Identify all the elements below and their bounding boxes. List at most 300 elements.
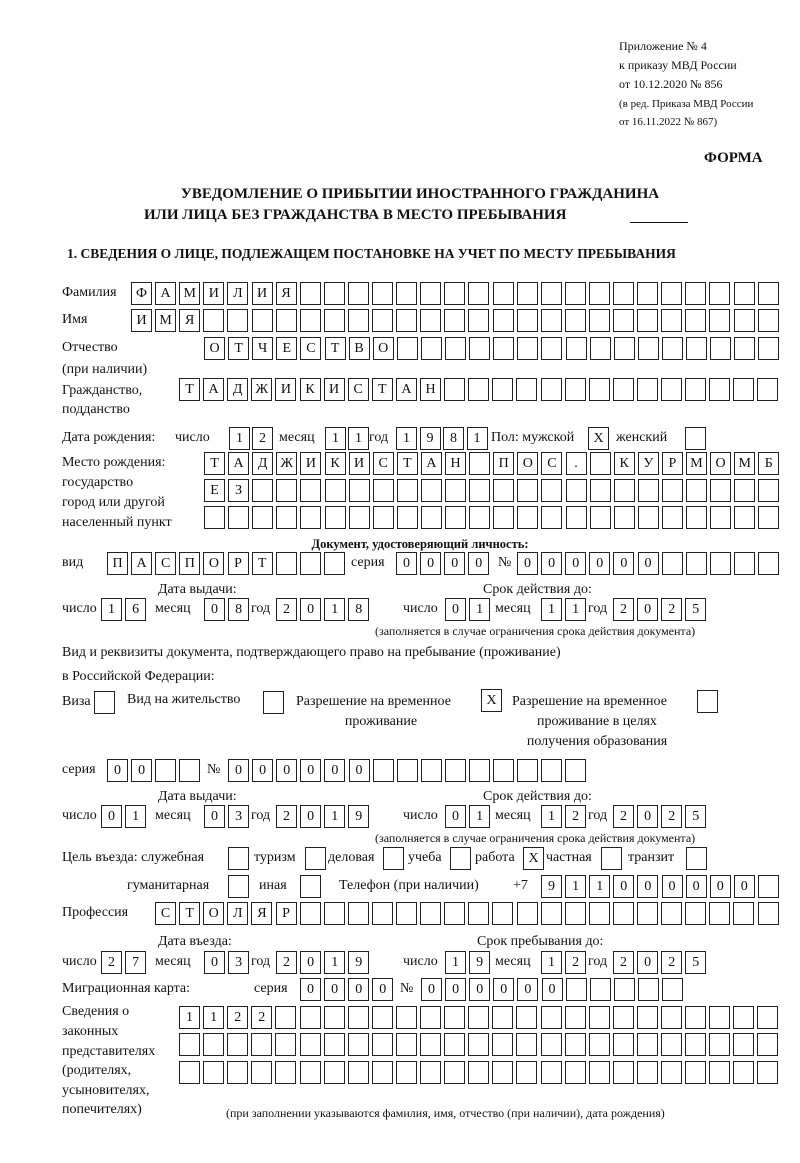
char-cell[interactable]: Ч: [252, 337, 273, 360]
char-cell[interactable]: 2: [565, 951, 586, 974]
char-cell[interactable]: [516, 1061, 537, 1084]
char-cell[interactable]: [613, 1033, 634, 1056]
char-cell[interactable]: [372, 309, 393, 332]
male-checkbox[interactable]: [588, 427, 610, 449]
char-cell[interactable]: [300, 506, 321, 529]
char-cell[interactable]: [709, 1006, 730, 1029]
char-cell[interactable]: 0: [252, 759, 273, 782]
char-cell[interactable]: [638, 506, 659, 529]
char-cell[interactable]: [372, 902, 393, 925]
char-cell[interactable]: 1: [467, 427, 488, 450]
patronymic-field[interactable]: [204, 337, 780, 359]
char-cell[interactable]: 1: [125, 805, 146, 828]
char-cell[interactable]: [444, 309, 465, 332]
char-cell[interactable]: М: [155, 309, 176, 332]
char-cell[interactable]: Л: [227, 282, 248, 305]
char-cell[interactable]: [661, 1006, 682, 1029]
char-cell[interactable]: 2: [251, 1006, 272, 1029]
char-cell[interactable]: А: [228, 452, 249, 475]
char-cell[interactable]: [710, 479, 731, 502]
char-cell[interactable]: [324, 552, 345, 575]
char-cell[interactable]: [613, 378, 634, 401]
birth-place-row-1[interactable]: [204, 452, 780, 474]
stay-number-field[interactable]: [228, 759, 587, 781]
char-cell[interactable]: Е: [276, 337, 297, 360]
char-cell[interactable]: 0: [348, 978, 369, 1001]
char-cell[interactable]: О: [517, 452, 538, 475]
char-cell[interactable]: [397, 337, 418, 360]
char-cell[interactable]: [251, 1061, 272, 1084]
char-cell[interactable]: [516, 378, 537, 401]
purpose-transit-checkbox[interactable]: [686, 847, 708, 869]
char-cell[interactable]: 0: [420, 552, 441, 575]
char-cell[interactable]: 2: [661, 951, 682, 974]
char-cell[interactable]: 0: [493, 978, 514, 1001]
char-cell[interactable]: [204, 506, 225, 529]
entry-month-field[interactable]: [204, 951, 250, 973]
char-cell[interactable]: [227, 1061, 248, 1084]
char-cell[interactable]: [468, 1061, 489, 1084]
char-cell[interactable]: [444, 282, 465, 305]
stay-valid-month-field[interactable]: [541, 805, 587, 827]
trp-checkbox[interactable]: [481, 689, 503, 711]
char-cell[interactable]: 5: [685, 598, 706, 621]
char-cell[interactable]: [396, 1061, 417, 1084]
char-cell[interactable]: [709, 282, 730, 305]
char-cell[interactable]: [637, 378, 658, 401]
char-cell[interactable]: [275, 1061, 296, 1084]
char-cell[interactable]: С: [541, 452, 562, 475]
char-cell[interactable]: [325, 506, 346, 529]
char-cell[interactable]: 0: [638, 552, 659, 575]
char-cell[interactable]: Т: [325, 337, 346, 360]
char-cell[interactable]: [757, 378, 778, 401]
checkbox-cell[interactable]: [263, 691, 284, 714]
char-cell[interactable]: 0: [734, 875, 755, 898]
checkbox-cell[interactable]: [450, 847, 471, 870]
char-cell[interactable]: [469, 479, 490, 502]
char-cell[interactable]: [396, 1006, 417, 1029]
char-cell[interactable]: [637, 902, 658, 925]
char-cell[interactable]: 1: [541, 598, 562, 621]
char-cell[interactable]: [686, 552, 707, 575]
char-cell[interactable]: [179, 759, 200, 782]
checkbox-cell[interactable]: X: [523, 847, 544, 870]
char-cell[interactable]: [396, 902, 417, 925]
char-cell[interactable]: [420, 1006, 441, 1029]
checkbox-cell[interactable]: [228, 847, 249, 870]
char-cell[interactable]: И: [324, 378, 345, 401]
char-cell[interactable]: Т: [228, 337, 249, 360]
char-cell[interactable]: [565, 1006, 586, 1029]
char-cell[interactable]: [637, 1006, 658, 1029]
char-cell[interactable]: 7: [125, 951, 146, 974]
char-cell[interactable]: [300, 902, 321, 925]
char-cell[interactable]: 9: [348, 951, 369, 974]
char-cell[interactable]: 1: [179, 1006, 200, 1029]
stay-series-field[interactable]: [107, 759, 201, 781]
char-cell[interactable]: Н: [445, 452, 466, 475]
migration-number-field[interactable]: [421, 978, 684, 1000]
char-cell[interactable]: [758, 282, 779, 305]
char-cell[interactable]: 0: [710, 875, 731, 898]
char-cell[interactable]: [685, 1061, 706, 1084]
char-cell[interactable]: 0: [565, 552, 586, 575]
char-cell[interactable]: [734, 552, 755, 575]
char-cell[interactable]: [276, 506, 297, 529]
char-cell[interactable]: 1: [229, 427, 250, 450]
char-cell[interactable]: [565, 309, 586, 332]
char-cell[interactable]: [517, 282, 538, 305]
visa-checkbox[interactable]: [94, 691, 116, 713]
char-cell[interactable]: [710, 506, 731, 529]
char-cell[interactable]: [541, 309, 562, 332]
char-cell[interactable]: [348, 282, 369, 305]
char-cell[interactable]: 1: [541, 805, 562, 828]
purpose-business-checkbox[interactable]: [383, 847, 405, 869]
char-cell[interactable]: [324, 309, 345, 332]
char-cell[interactable]: 1: [589, 875, 610, 898]
char-cell[interactable]: [469, 337, 490, 360]
char-cell[interactable]: 1: [565, 598, 586, 621]
char-cell[interactable]: [589, 1006, 610, 1029]
char-cell[interactable]: [252, 479, 273, 502]
char-cell[interactable]: [685, 282, 706, 305]
char-cell[interactable]: К: [325, 452, 346, 475]
birth-month-field[interactable]: [325, 427, 370, 449]
char-cell[interactable]: [445, 479, 466, 502]
char-cell[interactable]: Ж: [276, 452, 297, 475]
char-cell[interactable]: 3: [228, 951, 249, 974]
issue-year-field[interactable]: [276, 598, 370, 620]
checkbox-cell[interactable]: [228, 875, 249, 898]
char-cell[interactable]: [566, 506, 587, 529]
char-cell[interactable]: И: [275, 378, 296, 401]
entry-day-field[interactable]: [101, 951, 147, 973]
doc-number-field[interactable]: [517, 552, 780, 574]
place-type-blank[interactable]: [630, 208, 688, 223]
char-cell[interactable]: [613, 902, 634, 925]
char-cell[interactable]: [300, 552, 321, 575]
char-cell[interactable]: [613, 1061, 634, 1084]
char-cell[interactable]: [468, 282, 489, 305]
purpose-other-checkbox[interactable]: [300, 875, 322, 897]
char-cell[interactable]: [614, 978, 635, 1001]
char-cell[interactable]: Д: [227, 378, 248, 401]
char-cell[interactable]: [420, 902, 441, 925]
char-cell[interactable]: [757, 1033, 778, 1056]
char-cell[interactable]: 0: [349, 759, 370, 782]
char-cell[interactable]: 6: [125, 598, 146, 621]
char-cell[interactable]: 0: [300, 805, 321, 828]
char-cell[interactable]: [348, 1033, 369, 1056]
char-cell[interactable]: О: [203, 552, 224, 575]
char-cell[interactable]: [734, 506, 755, 529]
char-cell[interactable]: [493, 337, 514, 360]
char-cell[interactable]: [566, 479, 587, 502]
char-cell[interactable]: [420, 309, 441, 332]
char-cell[interactable]: Ф: [131, 282, 152, 305]
char-cell[interactable]: [709, 1061, 730, 1084]
checkbox-cell[interactable]: [94, 691, 115, 714]
checkbox-cell[interactable]: [686, 847, 707, 870]
profession-field[interactable]: [155, 902, 780, 924]
char-cell[interactable]: [757, 1061, 778, 1084]
doc-series-field[interactable]: [396, 552, 490, 574]
char-cell[interactable]: [420, 1033, 441, 1056]
checkbox-cell[interactable]: [601, 847, 622, 870]
char-cell[interactable]: [179, 1061, 200, 1084]
char-cell[interactable]: [637, 1033, 658, 1056]
char-cell[interactable]: [589, 282, 610, 305]
char-cell[interactable]: [325, 479, 346, 502]
char-cell[interactable]: М: [179, 282, 200, 305]
char-cell[interactable]: [661, 378, 682, 401]
char-cell[interactable]: [589, 1033, 610, 1056]
char-cell[interactable]: [517, 902, 538, 925]
char-cell[interactable]: [589, 902, 610, 925]
char-cell[interactable]: [492, 378, 513, 401]
char-cell[interactable]: [565, 378, 586, 401]
char-cell[interactable]: 9: [348, 805, 369, 828]
char-cell[interactable]: [373, 479, 394, 502]
checkbox-cell[interactable]: [300, 875, 321, 898]
char-cell[interactable]: [203, 1033, 224, 1056]
char-cell[interactable]: [493, 282, 514, 305]
char-cell[interactable]: [444, 1061, 465, 1084]
char-cell[interactable]: [251, 1033, 272, 1056]
char-cell[interactable]: [685, 902, 706, 925]
char-cell[interactable]: 9: [541, 875, 562, 898]
char-cell[interactable]: [397, 506, 418, 529]
char-cell[interactable]: 0: [276, 759, 297, 782]
char-cell[interactable]: [710, 552, 731, 575]
char-cell[interactable]: [276, 479, 297, 502]
char-cell[interactable]: 0: [396, 552, 417, 575]
char-cell[interactable]: 8: [348, 598, 369, 621]
valid-month-field[interactable]: [541, 598, 587, 620]
char-cell[interactable]: [566, 337, 587, 360]
char-cell[interactable]: О: [373, 337, 394, 360]
char-cell[interactable]: Р: [228, 552, 249, 575]
char-cell[interactable]: А: [155, 282, 176, 305]
char-cell[interactable]: [733, 1033, 754, 1056]
char-cell[interactable]: [613, 1006, 634, 1029]
char-cell[interactable]: И: [349, 452, 370, 475]
char-cell[interactable]: [373, 759, 394, 782]
issue-day-field[interactable]: [101, 598, 147, 620]
char-cell[interactable]: 0: [445, 805, 466, 828]
char-cell[interactable]: 1: [325, 427, 346, 450]
char-cell[interactable]: Т: [179, 378, 200, 401]
char-cell[interactable]: [758, 506, 779, 529]
name-field[interactable]: [131, 309, 780, 331]
char-cell[interactable]: 0: [469, 978, 490, 1001]
char-cell[interactable]: 0: [107, 759, 128, 782]
char-cell[interactable]: [349, 506, 370, 529]
char-cell[interactable]: 0: [589, 552, 610, 575]
char-cell[interactable]: [445, 337, 466, 360]
char-cell[interactable]: [469, 759, 490, 782]
char-cell[interactable]: [590, 479, 611, 502]
char-cell[interactable]: [445, 506, 466, 529]
migration-series-field[interactable]: [300, 978, 394, 1000]
char-cell[interactable]: 5: [685, 951, 706, 974]
char-cell[interactable]: [541, 378, 562, 401]
char-cell[interactable]: [686, 506, 707, 529]
char-cell[interactable]: [275, 1006, 296, 1029]
char-cell[interactable]: [421, 759, 442, 782]
char-cell[interactable]: Т: [204, 452, 225, 475]
char-cell[interactable]: [516, 1033, 537, 1056]
char-cell[interactable]: 2: [613, 598, 634, 621]
purpose-work-checkbox[interactable]: [523, 847, 545, 869]
char-cell[interactable]: [685, 1033, 706, 1056]
char-cell[interactable]: В: [349, 337, 370, 360]
char-cell[interactable]: [517, 479, 538, 502]
char-cell[interactable]: [685, 378, 706, 401]
char-cell[interactable]: [662, 506, 683, 529]
char-cell[interactable]: 0: [637, 875, 658, 898]
char-cell[interactable]: У: [638, 452, 659, 475]
char-cell[interactable]: 0: [300, 978, 321, 1001]
birth-year-field[interactable]: [396, 427, 489, 449]
char-cell[interactable]: [733, 1061, 754, 1084]
char-cell[interactable]: [276, 309, 297, 332]
char-cell[interactable]: [686, 479, 707, 502]
char-cell[interactable]: 0: [541, 552, 562, 575]
char-cell[interactable]: [733, 1006, 754, 1029]
char-cell[interactable]: [709, 378, 730, 401]
char-cell[interactable]: [468, 1006, 489, 1029]
surname-field[interactable]: [131, 282, 780, 304]
char-cell[interactable]: С: [155, 552, 176, 575]
char-cell[interactable]: 2: [276, 951, 297, 974]
char-cell[interactable]: [324, 1033, 345, 1056]
char-cell[interactable]: 0: [101, 805, 122, 828]
char-cell[interactable]: М: [734, 452, 755, 475]
char-cell[interactable]: [276, 552, 297, 575]
char-cell[interactable]: [710, 337, 731, 360]
char-cell[interactable]: [614, 337, 635, 360]
char-cell[interactable]: [444, 1033, 465, 1056]
char-cell[interactable]: [661, 1033, 682, 1056]
char-cell[interactable]: [565, 1033, 586, 1056]
char-cell[interactable]: 1: [445, 951, 466, 974]
char-cell[interactable]: [420, 282, 441, 305]
residence-checkbox[interactable]: [263, 691, 285, 713]
char-cell[interactable]: [565, 902, 586, 925]
char-cell[interactable]: [709, 902, 730, 925]
char-cell[interactable]: А: [203, 378, 224, 401]
char-cell[interactable]: 0: [542, 978, 563, 1001]
char-cell[interactable]: [613, 309, 634, 332]
char-cell[interactable]: 0: [324, 978, 345, 1001]
char-cell[interactable]: С: [300, 337, 321, 360]
char-cell[interactable]: [733, 378, 754, 401]
char-cell[interactable]: И: [252, 282, 273, 305]
reps-row-3[interactable]: [179, 1061, 779, 1083]
char-cell[interactable]: [734, 479, 755, 502]
char-cell[interactable]: 1: [541, 951, 562, 974]
char-cell[interactable]: [155, 759, 176, 782]
char-cell[interactable]: [517, 506, 538, 529]
char-cell[interactable]: 1: [324, 805, 345, 828]
char-cell[interactable]: 0: [613, 875, 634, 898]
char-cell[interactable]: [637, 1061, 658, 1084]
char-cell[interactable]: [589, 1061, 610, 1084]
char-cell[interactable]: [324, 282, 345, 305]
char-cell[interactable]: П: [179, 552, 200, 575]
stay-valid-day-field[interactable]: [445, 805, 491, 827]
char-cell[interactable]: [517, 337, 538, 360]
char-cell[interactable]: 0: [228, 759, 249, 782]
char-cell[interactable]: [662, 552, 683, 575]
checkbox-cell[interactable]: [685, 427, 706, 450]
char-cell[interactable]: [252, 506, 273, 529]
char-cell[interactable]: [590, 978, 611, 1001]
char-cell[interactable]: [373, 506, 394, 529]
checkbox-cell[interactable]: X: [588, 427, 609, 450]
char-cell[interactable]: 5: [685, 805, 706, 828]
stay-issue-year-field[interactable]: [276, 805, 370, 827]
char-cell[interactable]: Т: [252, 552, 273, 575]
char-cell[interactable]: [734, 337, 755, 360]
char-cell[interactable]: [349, 479, 370, 502]
char-cell[interactable]: Л: [227, 902, 248, 925]
char-cell[interactable]: [541, 1061, 562, 1084]
char-cell[interactable]: [444, 902, 465, 925]
char-cell[interactable]: Т: [179, 902, 200, 925]
char-cell[interactable]: [324, 902, 345, 925]
phone-field[interactable]: [541, 875, 780, 897]
char-cell[interactable]: [348, 1006, 369, 1029]
char-cell[interactable]: [613, 282, 634, 305]
char-cell[interactable]: [469, 506, 490, 529]
char-cell[interactable]: 2: [227, 1006, 248, 1029]
char-cell[interactable]: [638, 337, 659, 360]
char-cell[interactable]: [492, 902, 513, 925]
char-cell[interactable]: [493, 309, 514, 332]
char-cell[interactable]: Я: [276, 282, 297, 305]
char-cell[interactable]: [662, 479, 683, 502]
char-cell[interactable]: [493, 506, 514, 529]
char-cell[interactable]: [565, 759, 586, 782]
stay-valid-year-field[interactable]: [613, 805, 707, 827]
char-cell[interactable]: [421, 506, 442, 529]
char-cell[interactable]: М: [686, 452, 707, 475]
char-cell[interactable]: А: [396, 378, 417, 401]
char-cell[interactable]: [469, 452, 490, 475]
char-cell[interactable]: 2: [276, 805, 297, 828]
char-cell[interactable]: З: [228, 479, 249, 502]
char-cell[interactable]: [300, 282, 321, 305]
char-cell[interactable]: .: [566, 452, 587, 475]
char-cell[interactable]: 3: [228, 805, 249, 828]
stay-issue-day-field[interactable]: [101, 805, 147, 827]
char-cell[interactable]: [227, 309, 248, 332]
char-cell[interactable]: [541, 337, 562, 360]
female-checkbox[interactable]: [685, 427, 707, 449]
checkbox-cell[interactable]: X: [481, 689, 502, 712]
char-cell[interactable]: [492, 1006, 513, 1029]
char-cell[interactable]: 1: [469, 598, 490, 621]
char-cell[interactable]: 1: [324, 951, 345, 974]
char-cell[interactable]: [396, 1033, 417, 1056]
char-cell[interactable]: 1: [101, 598, 122, 621]
char-cell[interactable]: 0: [300, 759, 321, 782]
char-cell[interactable]: [397, 759, 418, 782]
